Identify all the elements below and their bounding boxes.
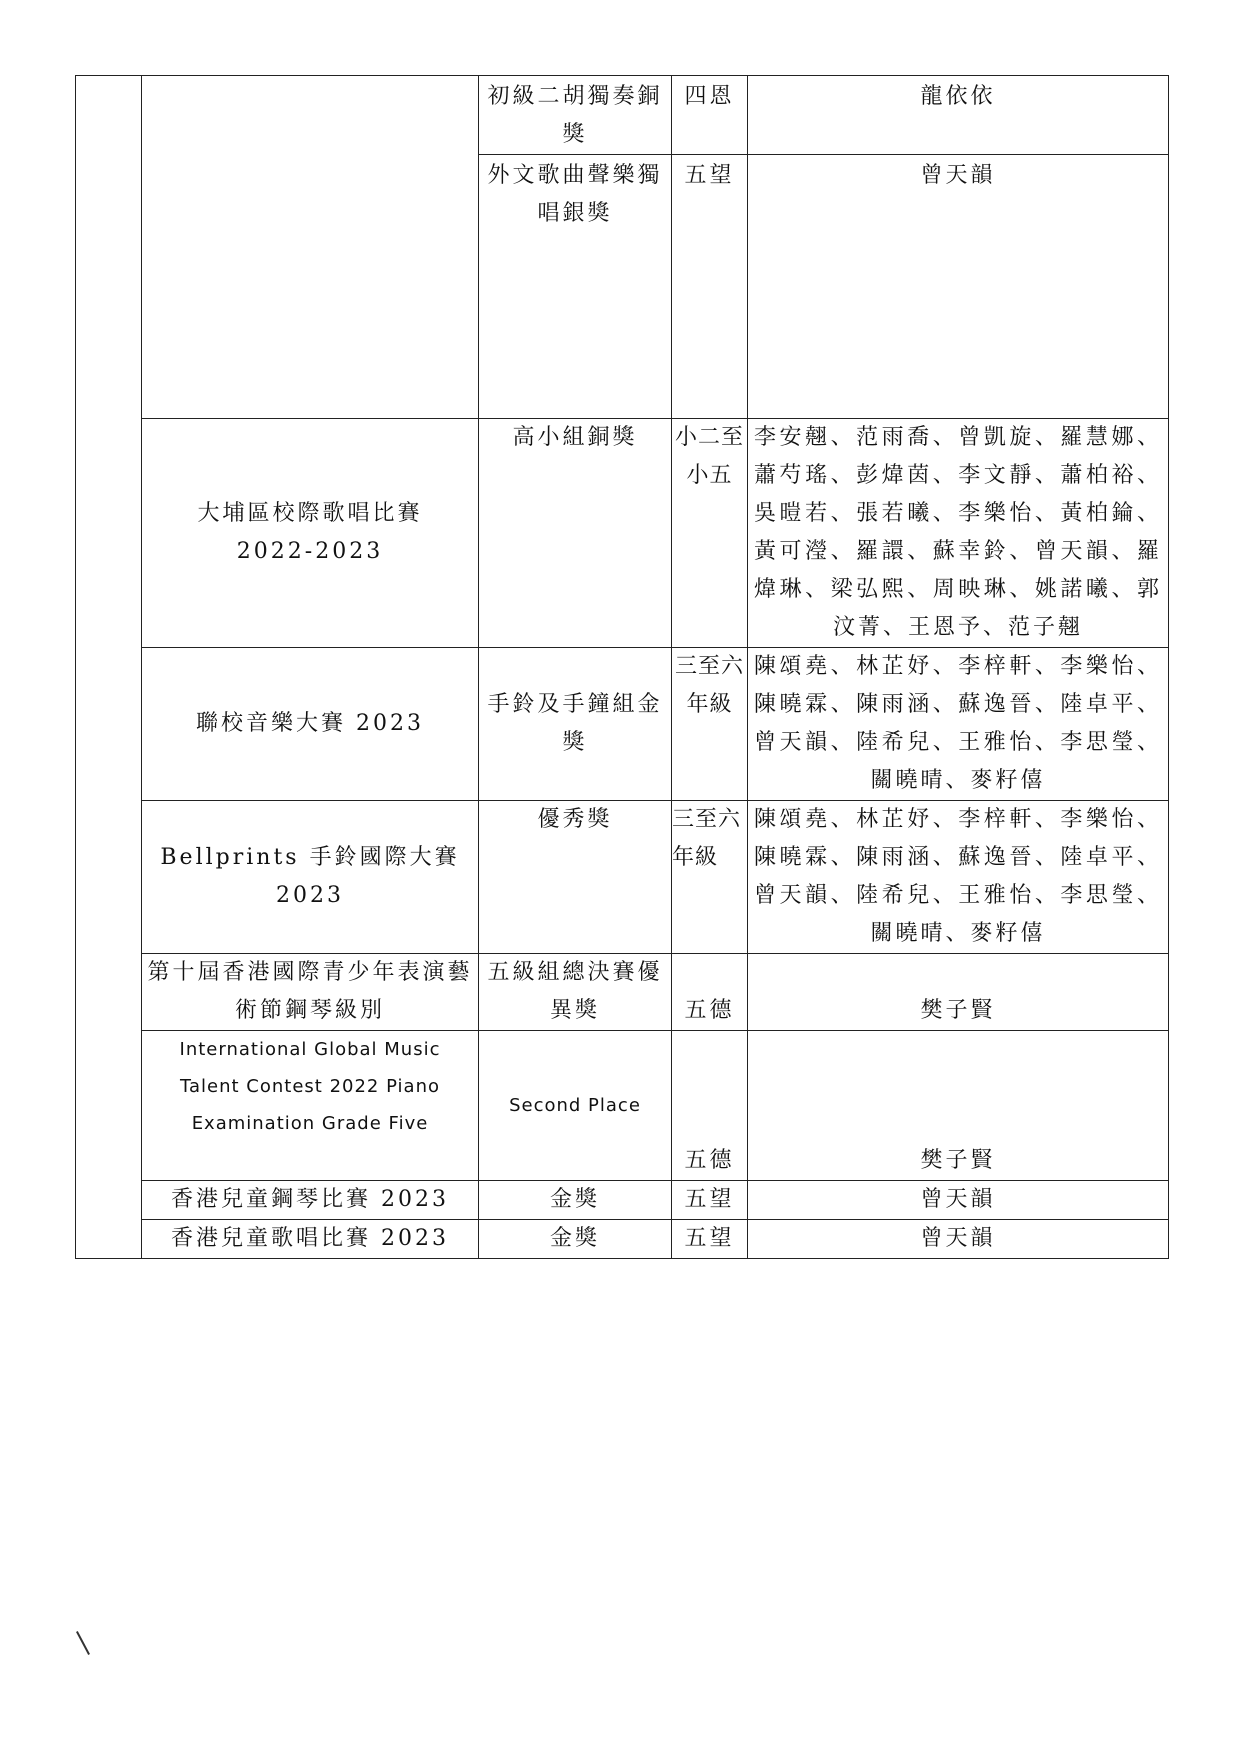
award-cell: 外文歌曲聲樂獨唱銀獎: [479, 155, 672, 419]
students-cell: 樊子賢: [748, 1031, 1169, 1181]
students-cell: 龍依依: [748, 76, 1169, 155]
table-row: [76, 954, 1169, 1031]
students-cell: 曾天韻: [748, 1181, 1169, 1220]
award-cell: 金獎: [479, 1220, 672, 1259]
students-cell: 陳頌堯、林芷妤、李梓軒、李樂怡、陳曉霖、陳雨涵、蘇逸晉、陸卓平、曾天韻、陸希兒、王雅怡、李思瑩、關曉晴、麥籽僖: [748, 648, 1169, 801]
competition-cell: 聯校音樂大賽 2023: [142, 648, 479, 801]
grade-cell: 小二至小五: [672, 419, 748, 648]
award-cell: 五級組總決賽優異獎: [479, 954, 672, 1031]
grade-cell: 四恩: [672, 76, 748, 155]
grade-cell: 三至六年級: [672, 801, 748, 954]
competition-cell: International Global Music Talent Contest 2022 Piano Examination Grade Five: [142, 1031, 479, 1181]
awards-table: [75, 75, 1169, 1259]
competition-cell: 大埔區校際歌唱比賽 2022-2023: [142, 419, 479, 648]
footer-slash-mark: [76, 1631, 90, 1655]
table-row: [76, 1031, 1169, 1181]
grade-cell: 五德: [672, 954, 748, 1031]
students-cell: 曾天韻: [748, 155, 1169, 419]
award-cell: 金獎: [479, 1181, 672, 1220]
table-row: [76, 648, 1169, 801]
grade-cell: 五望: [672, 1181, 748, 1220]
competition-cell: [142, 76, 479, 419]
students-cell: 陳頌堯、林芷妤、李梓軒、李樂怡、陳曉霖、陳雨涵、蘇逸晉、陸卓平、曾天韻、陸希兒、王雅怡、李思瑩、關曉晴、麥籽僖: [748, 801, 1169, 954]
award-cell: Second Place: [479, 1031, 672, 1181]
award-cell: 優秀獎: [479, 801, 672, 954]
category-column-cell: [76, 76, 142, 1259]
table-row: [76, 1181, 1169, 1220]
award-cell: 初級二胡獨奏銅獎: [479, 76, 672, 155]
grade-cell: 三至六年級: [672, 648, 748, 801]
grade-cell: 五德: [672, 1031, 748, 1181]
table-row: [76, 76, 1169, 155]
grade-cell: 五望: [672, 155, 748, 419]
table-row: [76, 801, 1169, 954]
award-cell: 手鈴及手鐘組金獎: [479, 648, 672, 801]
table-row: [76, 419, 1169, 648]
competition-cell: 香港兒童歌唱比賽 2023: [142, 1220, 479, 1259]
students-cell: 曾天韻: [748, 1220, 1169, 1259]
students-cell: 樊子賢: [748, 954, 1169, 1031]
competition-cell: 第十屆香港國際青少年表演藝術節鋼琴級別: [142, 954, 479, 1031]
competition-cell: 香港兒童鋼琴比賽 2023: [142, 1181, 479, 1220]
competition-cell: Bellprints 手鈴國際大賽 2023: [142, 801, 479, 954]
grade-cell: 五望: [672, 1220, 748, 1259]
table-row: [76, 1220, 1169, 1259]
students-cell: 李安翹、范雨喬、曾凱旋、羅慧娜、蕭芍瑤、彭煒茵、李文靜、蕭柏裕、吳暟若、張若曦、李樂怡、黃柏錀、黃可瀅、羅譞、蘇幸鈴、曾天韻、羅煒琳、梁弘熙、周映琳、姚諾曦、郭汶菁、王恩予、范子翹: [748, 419, 1169, 648]
award-cell: 高小組銅獎: [479, 419, 672, 648]
